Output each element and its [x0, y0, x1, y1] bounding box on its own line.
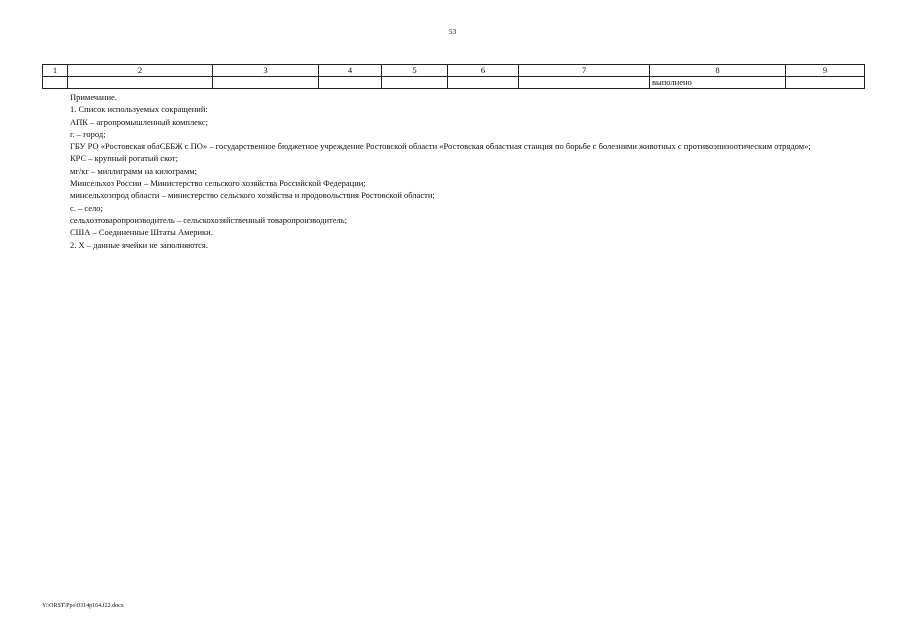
- table-cell: [213, 77, 319, 89]
- column-number-cell: 9: [786, 65, 865, 77]
- table-cell: [68, 77, 213, 89]
- table-cell: [43, 77, 68, 89]
- column-number-cell: 4: [319, 65, 382, 77]
- abbreviation-item: США – Соединенные Штаты Америки.: [70, 227, 213, 238]
- column-number-cell: 7: [519, 65, 650, 77]
- table-cell: [382, 77, 448, 89]
- abbreviation-item: Минсельхоз России – Министерство сельского хозяйства Российской Федерации;: [70, 178, 366, 189]
- abbreviation-item: минсельхозпрод области – министерство сельского хозяйства и продовольствия Ростовской области;: [70, 190, 435, 201]
- table-row: [43, 77, 865, 89]
- notes-section: [42, 91, 864, 251]
- table-cell: [786, 77, 865, 89]
- table-cell: [519, 77, 650, 89]
- file-path-footer: Y:\ORST\Ppo\0314p164.f22.docx: [42, 603, 124, 609]
- column-number-cell: 5: [382, 65, 448, 77]
- page-number: 53: [448, 27, 457, 36]
- abbreviation-item: мг/кг – миллиграмм на килограмм;: [70, 165, 197, 176]
- column-number-cell: 8: [650, 65, 786, 77]
- abbreviations-heading: 1. Список используемых сокращений:: [70, 104, 208, 115]
- abbreviation-item: с. – село;: [70, 202, 103, 213]
- table-cell: [319, 77, 382, 89]
- abbreviation-item: г. – город;: [70, 128, 106, 139]
- column-number-cell: 1: [43, 65, 68, 77]
- table-header-row: [43, 65, 865, 77]
- abbreviation-item: сельхозтоваропроизводитель – сельскохозяйственный товаропроизводитель;: [70, 214, 347, 225]
- abbreviation-item: АПК – агропромышленный комплекс;: [70, 116, 209, 127]
- note-item: 2. Х – данные ячейки не заполняются.: [70, 239, 208, 250]
- continuation-table: [42, 64, 865, 89]
- column-number-cell: 3: [213, 65, 319, 77]
- column-number-cell: 6: [448, 65, 519, 77]
- abbreviation-item: КРС – крупный рогатый скот;: [70, 153, 178, 164]
- table-cell: [448, 77, 519, 89]
- column-number-cell: 2: [68, 65, 213, 77]
- notes-heading: Примечание.: [70, 92, 117, 102]
- abbreviation-item: ГБУ РО «Ростовская облСББЖ с ПО» – государственное бюджетное учреждение Ростовской области «Ростовская областная станция по борьбе с болезнями животных с противоэпизоотическим отрядом»;: [70, 141, 811, 152]
- status-cell: выполнено: [650, 77, 786, 89]
